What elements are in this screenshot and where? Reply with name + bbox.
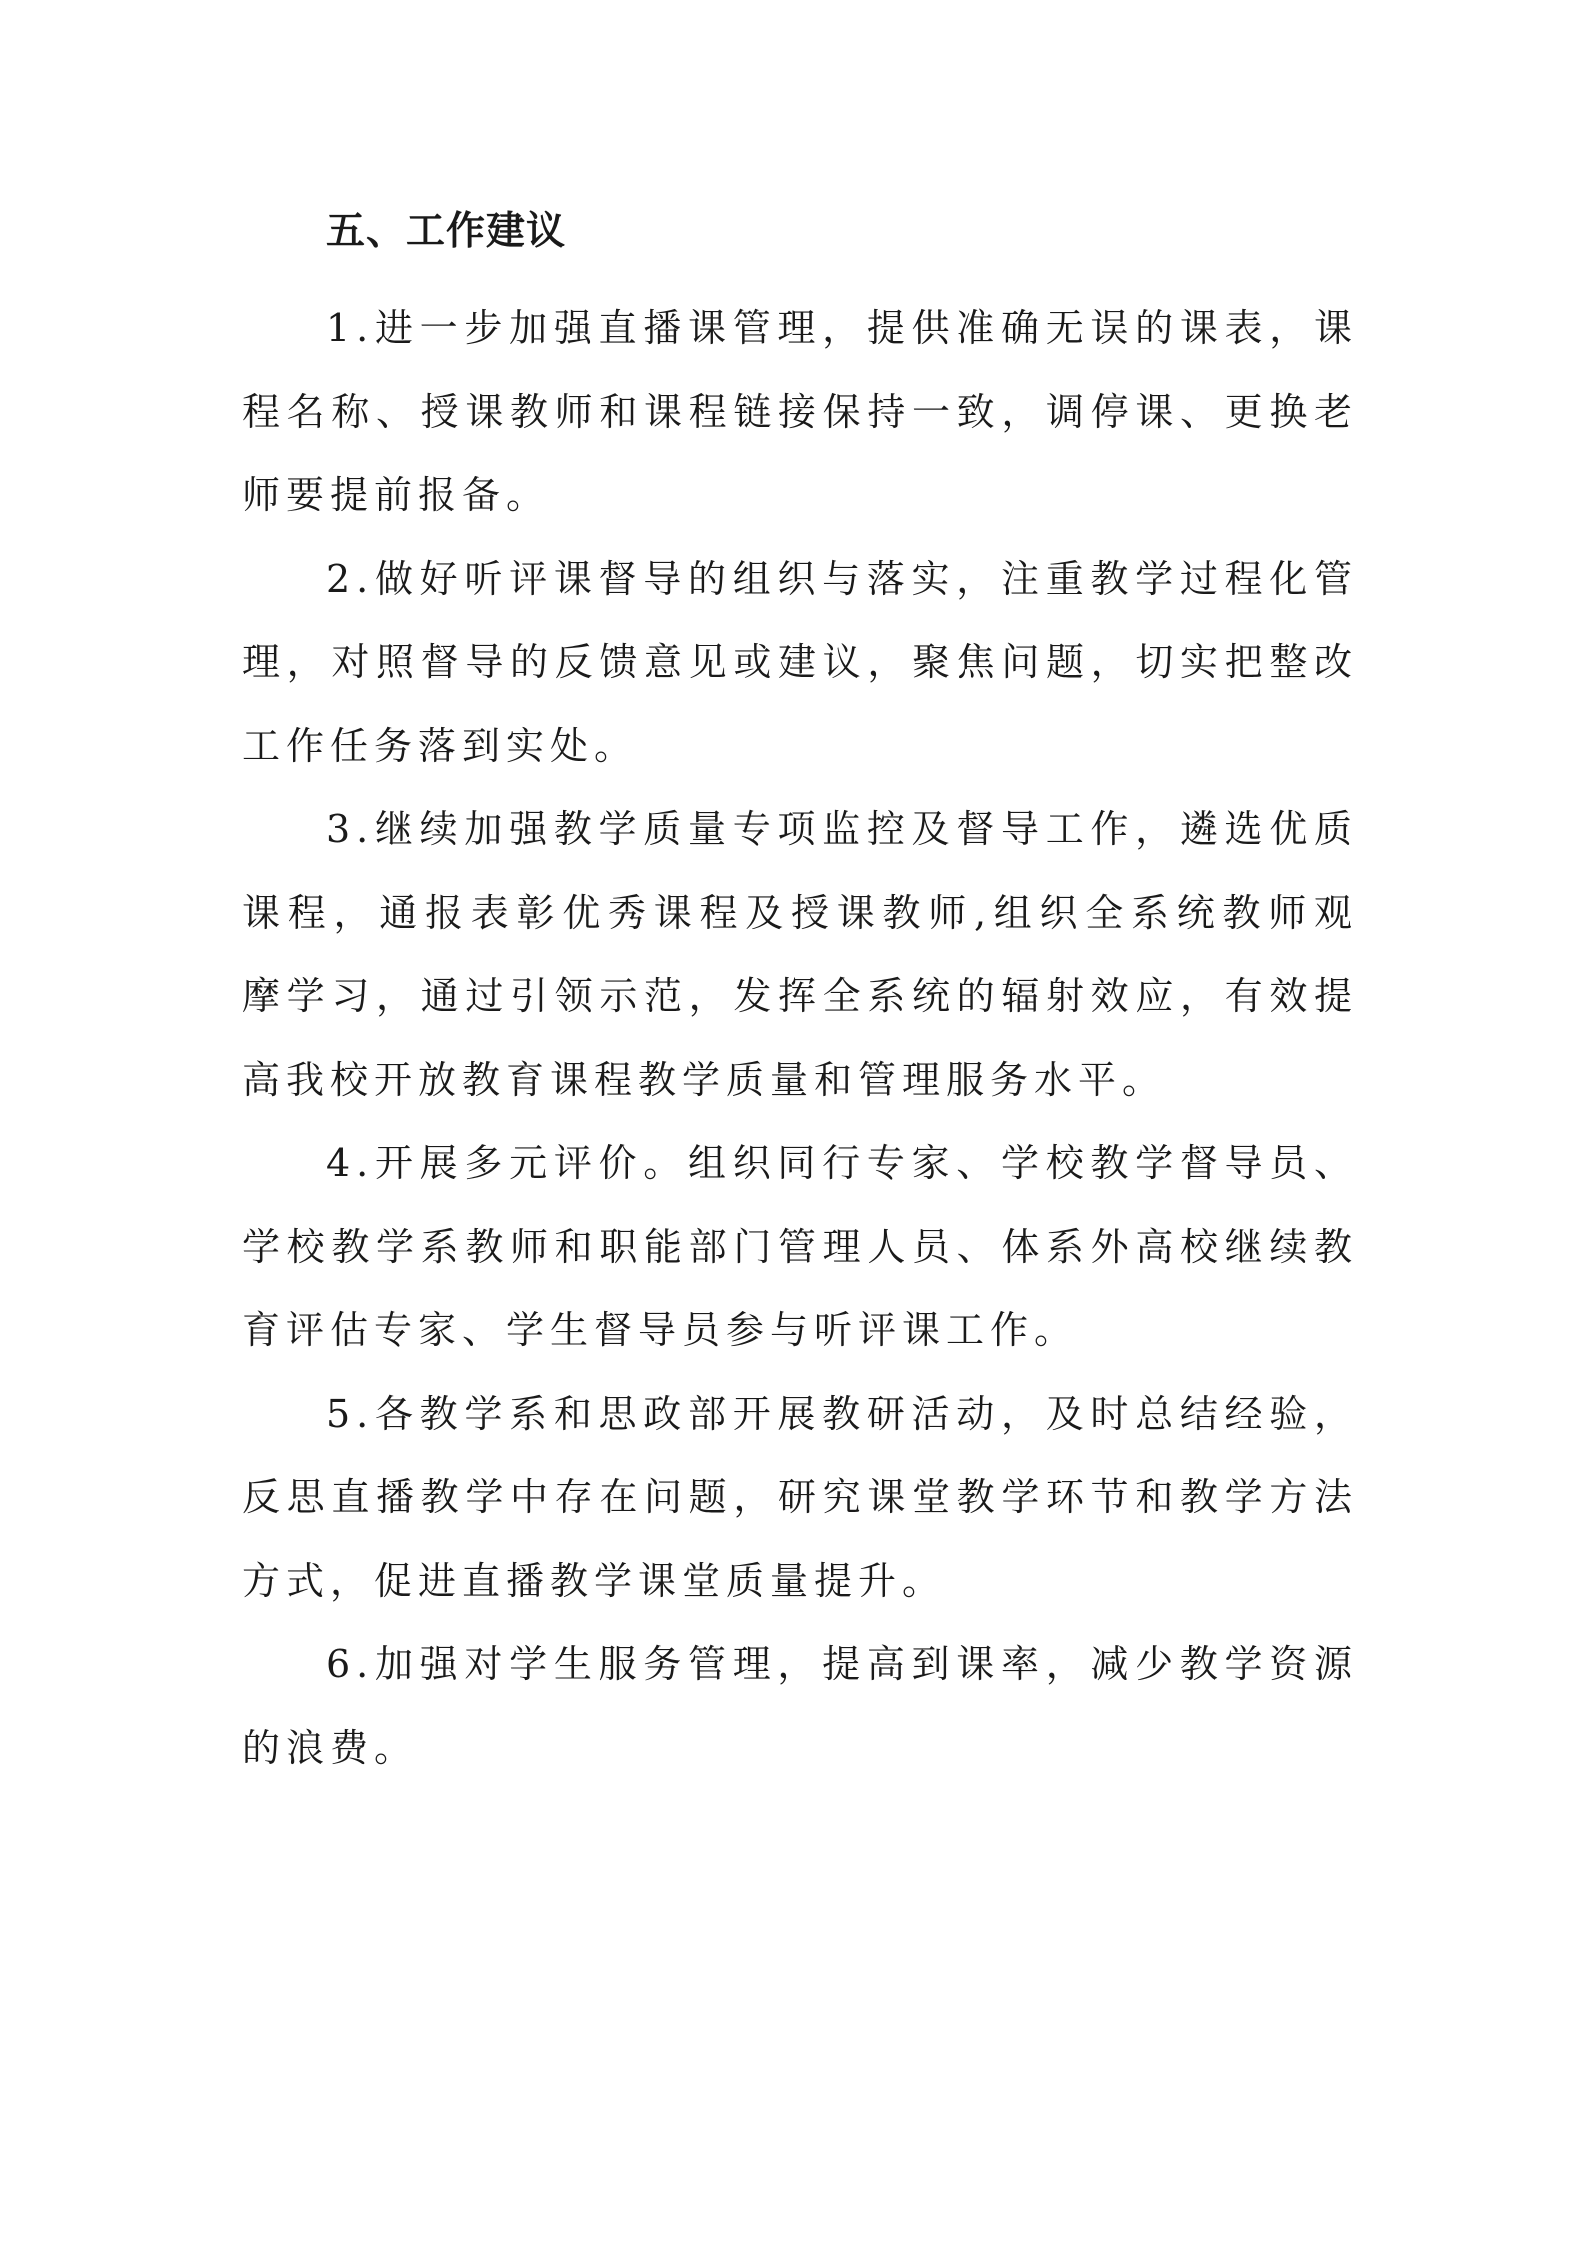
suggestion-paragraph-1: 1.进一步加强直播课管理，提供准确无误的课表，课程名称、授课教师和课程链接保持一致，调停课、更换老师要提前报备。 [242,306,1358,517]
document-body [242,205,1358,1790]
suggestion-paragraph-6: 6.加强对学生服务管理，提高到课率，减少教学资源的浪费。 [242,1642,1358,1770]
suggestion-paragraph-3: 3.继续加强教学质量专项监控及督导工作，遴选优质课程，通报表彰优秀课程及授课教师,组织全系统教师观摩学习，通过引领示范，发挥全系统的辐射效应，有效提高我校开放教育课程教学质量和管理服务水平。 [242,807,1358,1102]
suggestion-paragraph-2: 2.做好听评课督导的组织与落实，注重教学过程化管理，对照督导的反馈意见或建议，聚焦问题，切实把整改工作任务落到实处。 [242,556,1358,768]
suggestion-paragraph-4: 4.开展多元评价。组织同行专家、学校教学督导员、学校教学系教师和职能部门管理人员、体系外高校继续教育评估专家、学生督导员参与听评课工作。 [242,1141,1358,1352]
suggestion-paragraph-5: 5.各教学系和思政部开展教研活动，及时总结经验，反思直播教学中存在问题，研究课堂教学环节和教学方法方式，促进直播教学课堂质量提升。 [242,1391,1358,1603]
section-heading: 五、工作建议 [326,209,567,254]
